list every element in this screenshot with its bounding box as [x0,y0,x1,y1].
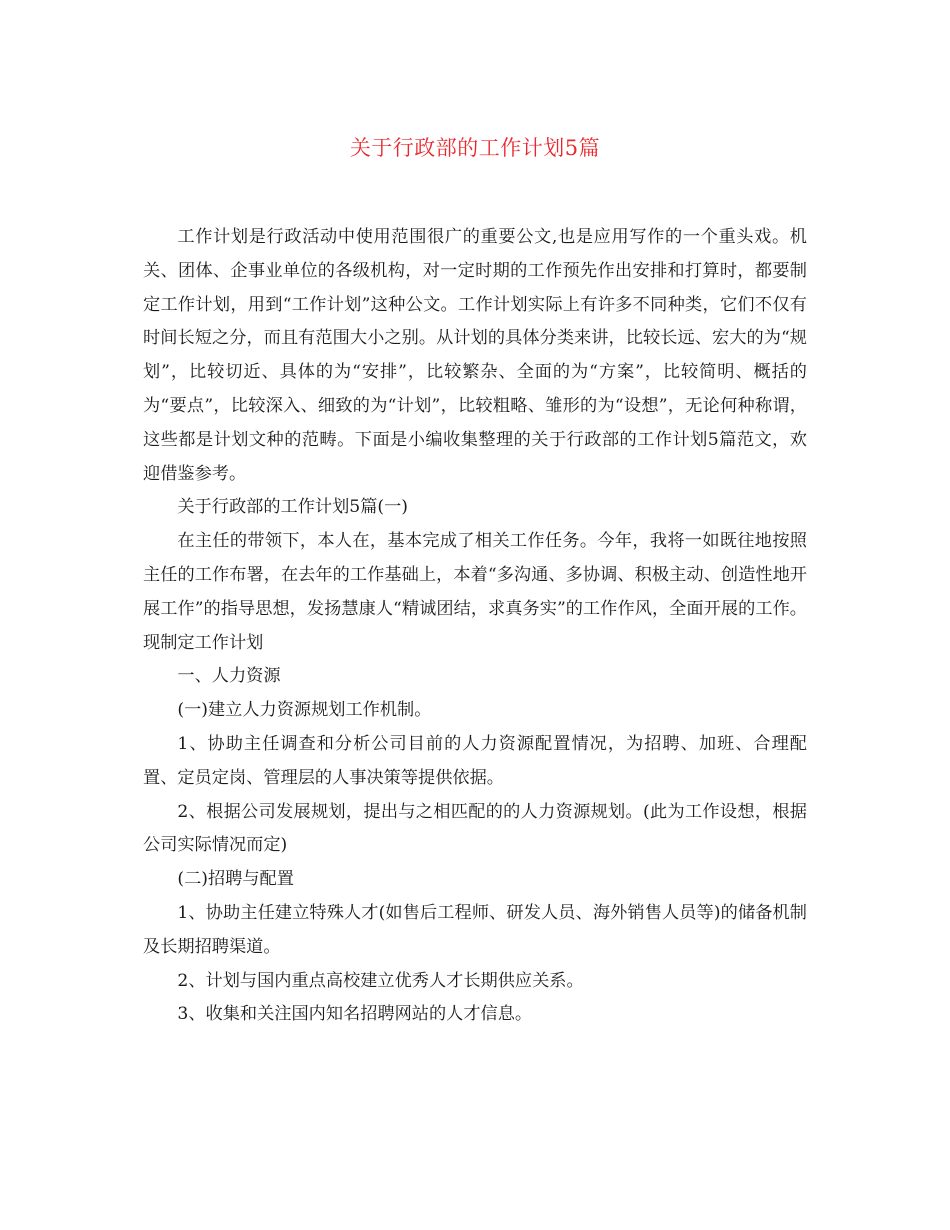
intro-paragraph: 工作计划是行政活动中使用范围很广的重要公文,也是应用写作的一个重头戏。机关、团体、企事业单位的各级机构，对一定时期的工作预先作出安排和打算时，都要制定工作计划，用到“工作计划”这种公文。工作计划实际上有许多不同种类，它们不仅有时间长短之分，而且有范围大小之别。从计划的具体分类来讲，比较长远、宏大的为“规划”，比较切近、具体的为“安排”，比较繁杂、全面的为“方案”，比较简明、概括的为“要点”，比较深入、细致的为“计划”，比较粗略、雏形的为“设想”，无论何种称谓，这些都是计划文种的范畴。下面是小编收集整理的关于行政部的工作计划5篇范文，欢迎借鉴参考。 [143,227,807,484]
heading-human-resources: 一、人力资源 [177,666,281,687]
list-item: 2、计划与国内重点高校建立优秀人才长期供应关系。 [177,970,584,991]
subheading-planning: (一)建立人力资源规划工作机制。 [177,700,432,721]
subheading-recruitment: (二)招聘与配置 [177,869,294,890]
list-item: 2、根据公司发展规划，提出与之相匹配的的人力资源规划。(此为工作设想，根据公司实际情况而定) [143,801,807,856]
document-title: 关于行政部的工作计划5篇 [349,136,601,160]
section-heading: 关于行政部的工作计划5篇(一) [177,497,408,518]
list-item: 1、协助主任调查和分析公司目前的人力资源配置情况，为招聘、加班、合理配置、定员定岗、管理层的人事决策等提供依据。 [143,733,807,788]
list-item: 1、协助主任建立特殊人才(如售后工程师、研发人员、海外销售人员等)的储备机制及长期招聘渠道。 [143,902,807,957]
document-body [143,221,807,1032]
list-item: 3、收集和关注国内知名招聘网站的人才信息。 [177,1004,533,1025]
body-paragraph: 在主任的带领下，本人在，基本完成了相关工作任务。今年，我将一如既往地按照主任的工作布署，在去年的工作基础上，本着“多沟通、多协调、积极主动、创造性地开展工作”的指导思想，发扬慧康人“精诚团结，求真务实”的工作作风，全面开展的工作。现制定工作计划 [143,531,807,653]
